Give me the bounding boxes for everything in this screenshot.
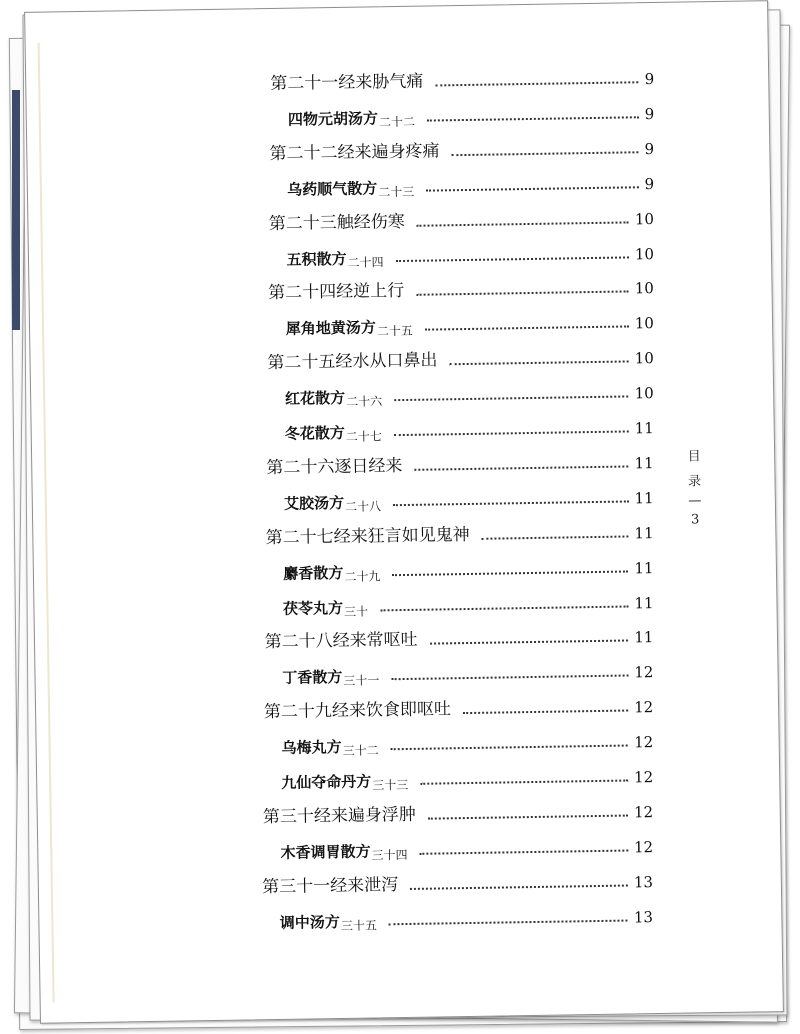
toc-entry-title <box>262 874 399 897</box>
toc-entry-text: 犀角地黄汤方 <box>285 318 376 339</box>
toc-entry-title <box>285 390 382 407</box>
toc-formula-row <box>282 654 654 689</box>
toc-dot-leader <box>425 326 629 331</box>
toc-formula-row <box>288 96 655 128</box>
toc-entry-text: 第三十经来遍身浮肿 <box>262 804 417 828</box>
toc-entry-text: 四物元胡汤方 <box>287 109 379 129</box>
toc-dot-leader <box>396 256 629 262</box>
toc-formula-row <box>283 550 654 582</box>
toc-entry-title <box>286 320 413 337</box>
toc-entry-title <box>267 350 438 374</box>
toc-formula-number: 三十 <box>343 604 369 619</box>
toc-entry-title <box>282 670 379 687</box>
toc-entry-title <box>280 914 377 931</box>
toc-page-number: 11 <box>634 453 654 473</box>
toc-dot-leader <box>426 186 638 191</box>
toc-entry-title <box>288 111 415 128</box>
toc-entry-text: 第二十四经逆上行 <box>267 281 405 304</box>
toc-page-number: 11 <box>634 558 654 577</box>
toc-formula-number: 三十五 <box>340 918 378 933</box>
toc-formula-row <box>285 375 654 407</box>
toc-chapter-row <box>264 689 654 721</box>
toc-dot-leader <box>391 675 628 681</box>
toc-dot-leader <box>430 640 629 645</box>
toc-chapter-row <box>264 619 653 651</box>
toc-entry-text: 第二十三触经伤寒 <box>268 211 405 234</box>
toc-dot-leader <box>392 570 628 576</box>
toc-formula-number: 二十九 <box>344 568 381 584</box>
toc-page-number: 10 <box>634 279 655 298</box>
toc-formula-row <box>286 305 654 337</box>
toc-chapter-row <box>262 864 653 896</box>
toc-entry-title <box>287 179 415 200</box>
toc-entry-text: 乌梅丸方 <box>281 738 342 758</box>
toc-chapter-row <box>270 61 654 93</box>
toc-entry-title <box>286 251 383 268</box>
toc-entry-text: 第二十二经来遍身疼痛 <box>269 141 440 164</box>
toc-dot-leader <box>414 465 628 470</box>
toc-entry-title <box>285 425 382 442</box>
toc-formula-number: 二十六 <box>346 394 383 409</box>
toc-dot-leader <box>416 291 629 296</box>
toc-formula-number: 三十一 <box>343 673 380 689</box>
toc-formula-row <box>283 585 654 617</box>
toc-entry-title <box>282 598 369 619</box>
toc-dot-leader <box>452 151 639 156</box>
toc-entry-text: 麝香散方 <box>283 563 344 583</box>
toc-page-number: 11 <box>634 628 654 647</box>
toc-page-number: 9 <box>644 174 655 193</box>
toc-entry-title <box>265 524 470 548</box>
toc-page-number: 10 <box>634 314 654 333</box>
toc-formula-row <box>284 410 653 442</box>
toc-entry-title <box>268 283 404 302</box>
toc-page-number: 12 <box>634 698 654 717</box>
toc-formula-number: 二十四 <box>347 254 384 270</box>
toc-page-number: 9 <box>644 139 655 158</box>
toc-page-number: 12 <box>633 768 654 787</box>
toc-chapter-row <box>268 270 654 302</box>
toc-formula-number: 二十八 <box>345 499 382 514</box>
toc-dot-leader <box>380 605 628 611</box>
toc-entry-text: 茯苓丸方 <box>282 598 344 618</box>
toc-entry-title <box>269 143 439 163</box>
toc-dot-leader <box>394 396 629 402</box>
toc-entry-text: 第二十六逐日经来 <box>266 455 403 479</box>
toc-entry-title <box>283 565 380 582</box>
toc-chapter-row <box>263 794 654 826</box>
toc-page-number: 12 <box>633 733 654 752</box>
toc-formula-row <box>280 899 654 931</box>
toc-entry-text: 五积散方 <box>286 249 347 269</box>
toc-formula-row <box>284 480 654 512</box>
toc-formula-number: 二十二 <box>378 114 416 130</box>
toc-entry-title <box>284 495 381 512</box>
toc-entry-text: 第二十七经来狂言如见鬼神 <box>265 524 470 548</box>
toc-entry-text: 第二十九经来饮食即呕吐 <box>263 699 452 723</box>
toc-formula-row <box>281 724 654 759</box>
toc-dot-leader <box>391 745 629 751</box>
toc-entry-title <box>262 804 417 828</box>
side-page-number: 3 <box>690 512 700 528</box>
toc-dot-leader <box>394 430 629 436</box>
toc-page-number: 11 <box>634 523 654 543</box>
toc-page-number: 10 <box>634 209 655 228</box>
toc-formula-number: 二十三 <box>378 184 415 200</box>
side-dash-top <box>689 500 701 501</box>
toc-entry-text: 九仙夺命丹方 <box>281 772 372 792</box>
toc-page-number: 11 <box>634 488 654 508</box>
toc-page-number: 12 <box>633 803 654 822</box>
toc-page-number: 10 <box>634 349 654 368</box>
toc-entry-title <box>264 701 451 721</box>
toc-entry-text: 木香调胃散方 <box>280 842 371 862</box>
toc-dot-leader <box>389 919 628 925</box>
toc-dot-leader <box>482 535 629 539</box>
toc-page-number: 12 <box>633 837 654 857</box>
toc-entry-text: 乌药顺气散方 <box>287 179 378 199</box>
toc-entry-title <box>266 455 403 479</box>
toc-entry-title <box>268 211 405 234</box>
toc-entry-text: 丁香散方 <box>282 668 343 688</box>
toc-dot-leader <box>393 500 628 506</box>
toc-formula-number: 二十七 <box>345 429 382 444</box>
toc-formula-row <box>281 759 653 791</box>
toc-formula-row <box>287 166 654 198</box>
toc-formula-number: 三十二 <box>342 743 379 759</box>
toc-formula-number: 三十四 <box>371 847 408 863</box>
toc-chapter-row <box>265 515 653 547</box>
toc-entry-text: 第二十一经来胁气痛 <box>270 71 424 95</box>
toc-entry-text: 艾胶汤方 <box>283 493 345 513</box>
toc-entry-title <box>280 844 407 861</box>
side-running-head <box>684 450 705 538</box>
toc-dot-leader <box>427 116 639 121</box>
toc-page-number: 9 <box>644 104 655 124</box>
toc-dot-leader <box>417 221 629 226</box>
toc-chapter-row <box>269 131 654 163</box>
toc-entry-title <box>281 774 408 791</box>
side-char-mu: 目 <box>687 449 701 465</box>
toc-dot-leader <box>428 814 628 819</box>
toc-dot-leader <box>449 361 628 366</box>
side-char-lu: 录 <box>687 474 702 490</box>
toc-entry-text: 红花散方 <box>284 389 346 408</box>
toc-entry-text: 第三十一经来泄泻 <box>262 874 399 897</box>
cover-edge-left <box>12 90 20 330</box>
toc-entry-title <box>265 632 418 651</box>
toc-page-number: 10 <box>634 244 655 263</box>
table-of-contents <box>25 1 783 1023</box>
toc-formula-number: 二十五 <box>376 324 413 339</box>
toc-entry-title <box>270 71 424 95</box>
toc-entry-text: 调中汤方 <box>279 912 340 932</box>
toc-chapter-row <box>266 445 654 477</box>
toc-dot-leader <box>420 780 628 785</box>
toc-page-number: 13 <box>633 872 654 892</box>
toc-page-number: 11 <box>634 593 654 612</box>
toc-dot-leader <box>435 81 638 86</box>
toc-entry-text: 第二十五经水从口鼻出 <box>267 350 438 374</box>
toc-page-number: 10 <box>634 384 654 403</box>
toc-formula-row <box>280 829 653 861</box>
toc-dot-leader <box>410 884 628 889</box>
toc-formula-row <box>286 236 654 268</box>
toc-formula-number: 三十三 <box>372 777 409 793</box>
toc-page-number: 12 <box>634 663 654 682</box>
document-page <box>24 0 784 1024</box>
toc-page-number: 9 <box>644 70 655 89</box>
toc-chapter-row <box>267 340 654 372</box>
toc-entry-title <box>281 740 378 757</box>
toc-entry-text: 冬花散方 <box>284 423 345 443</box>
toc-chapter-row <box>269 201 655 233</box>
toc-dot-leader <box>463 710 628 715</box>
toc-page-number: 13 <box>633 907 654 927</box>
toc-page-number: 11 <box>634 419 654 438</box>
toc-entry-text: 第二十八经来常呕吐 <box>264 630 418 653</box>
toc-dot-leader <box>420 849 628 854</box>
